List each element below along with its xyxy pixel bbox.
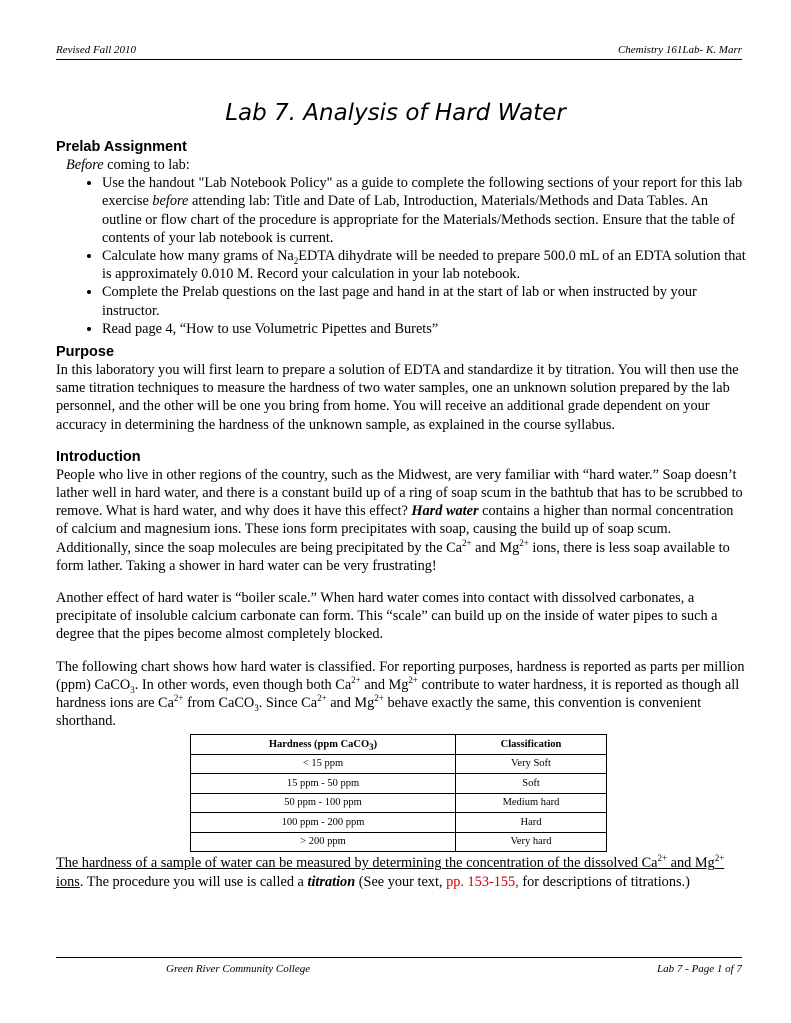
page-header — [56, 44, 742, 60]
header-right: Chemistry 161Lab- K. Marr — [617, 44, 742, 56]
text-reference: pp. 153-155, — [446, 873, 519, 890]
document-body — [56, 138, 746, 891]
prelab-heading: Prelab Assignment — [56, 139, 187, 155]
table-row: 15 ppm - 50 ppm Soft — [191, 774, 607, 794]
page-title: Lab 7. Analysis of Hard Water — [225, 100, 566, 126]
table-row: < 15 ppm Very Soft — [191, 754, 607, 774]
hardness-table — [190, 734, 607, 852]
footer-left: Green River Community College — [166, 963, 311, 975]
closing-paragraph: The hardness of a sample of water can be measured by determining the concentration of the dissolved $Ca^{2+}$ and $Mg^{2+}$ ions. The procedure you will use is called a titration (See your text, pp. 153-155, for descriptions of titrations.) — [56, 853, 725, 890]
footer-right: Lab 7 - Page 1 of 7 — [657, 963, 742, 975]
intro-heading: Introduction — [56, 448, 141, 465]
column-header-classification: Classification — [456, 735, 607, 755]
intro-paragraph-1: People who live in other regions of the country, such as the Midwest, are very familiar with “hard water.” Soap doesn’t lather well in hard water, and there is a constant build up of a ring of soap scum in the bathtub that has to be scrubbed to remove. What is hard water, and why does it have this effect? Hard water contains a higher than normal concentration of calcium and magnesium ions. These ions form precipitates with soap, causing the build up of soap scum. Additionally, since the soap molecules are being precipitated by the $Ca^{2+}$ and $Mg^{2+}$ ions, there is less soap available to form lather. Taking a shower in hard water can be very frustrating! — [56, 466, 743, 574]
list-item: • Read page 4, “How to use Volumetric Pipettes and Burets” — [102, 320, 746, 338]
list-item: • Calculate how many grams of $Na_2EDTA$ dihydrate will be needed to prepare 500.0 mL of an EDTA solution that is approximately 0.010 M. Record your calculation in your lab notebook. — [102, 247, 746, 283]
purpose-text: In this laboratory you will first learn to prepare a solution of EDTA and standardize it by titration. You will then use the same titration techniques to measure the hardness of two water samples, one an unknown solution prepared by the lab personnel, and the other will be one you bring from home. You will receive an additional grade dependent on your accuracy in determining the hardness of the unknown sample, as explained in the course syllabus. — [56, 362, 739, 433]
table-row: 100 ppm - 200 ppm Hard — [191, 813, 607, 833]
page-footer — [56, 957, 742, 975]
table-header-row — [191, 735, 607, 755]
prelab-list — [56, 174, 746, 338]
list-item: • Complete the Prelab questions on the last page and hand in at the start of lab or when instructed by your instructor. — [102, 283, 746, 319]
column-header-hardness: Hardness (ppm CaCO$_3$) — [191, 735, 456, 755]
list-item: • Use the handout "Lab Notebook Policy" as a guide to complete the following sections of your report for this lab exercise before attending lab: Title and Date of Lab, Introduction, Materials/Methods and Data Tables. An outline or flow chart of the procedure is appropriate for the Materials/Methods section. Ensure that the table of contents of your lab notebook is current. — [102, 174, 746, 247]
purpose-heading: Purpose — [56, 344, 115, 361]
prelab-intro: Before coming to lab: — [66, 157, 190, 173]
intro-paragraph-3: The following chart shows how hard water is classified. For reporting purposes, hardness is reported as parts per million (ppm) CaCO$_3$. In other words, even though both $Ca^{2+}$ and $Mg^{2+}$ contribute to water hardness, it is reported as though all hardness ions are $Ca^{2+}$ from CaCO$_3$. Since $Ca^{2+}$ and $Mg^{2+}$ behave exactly the same, this convention is convenient shorthand. — [56, 658, 745, 730]
table-row: > 200 ppm Very hard — [191, 832, 607, 852]
intro-paragraph-2: Another effect of hard water is “boiler scale.” When hard water comes into contact with dissolved carbonates, a precipitate of insoluble calcium carbonate can form. This “scale” can build up on the inside of water pipes to such a degree that the pipes become almost completely blocked. — [56, 590, 718, 643]
table-row: 50 ppm - 100 ppm Medium hard — [191, 793, 607, 813]
header-left: Revised Fall 2010 — [56, 44, 137, 56]
